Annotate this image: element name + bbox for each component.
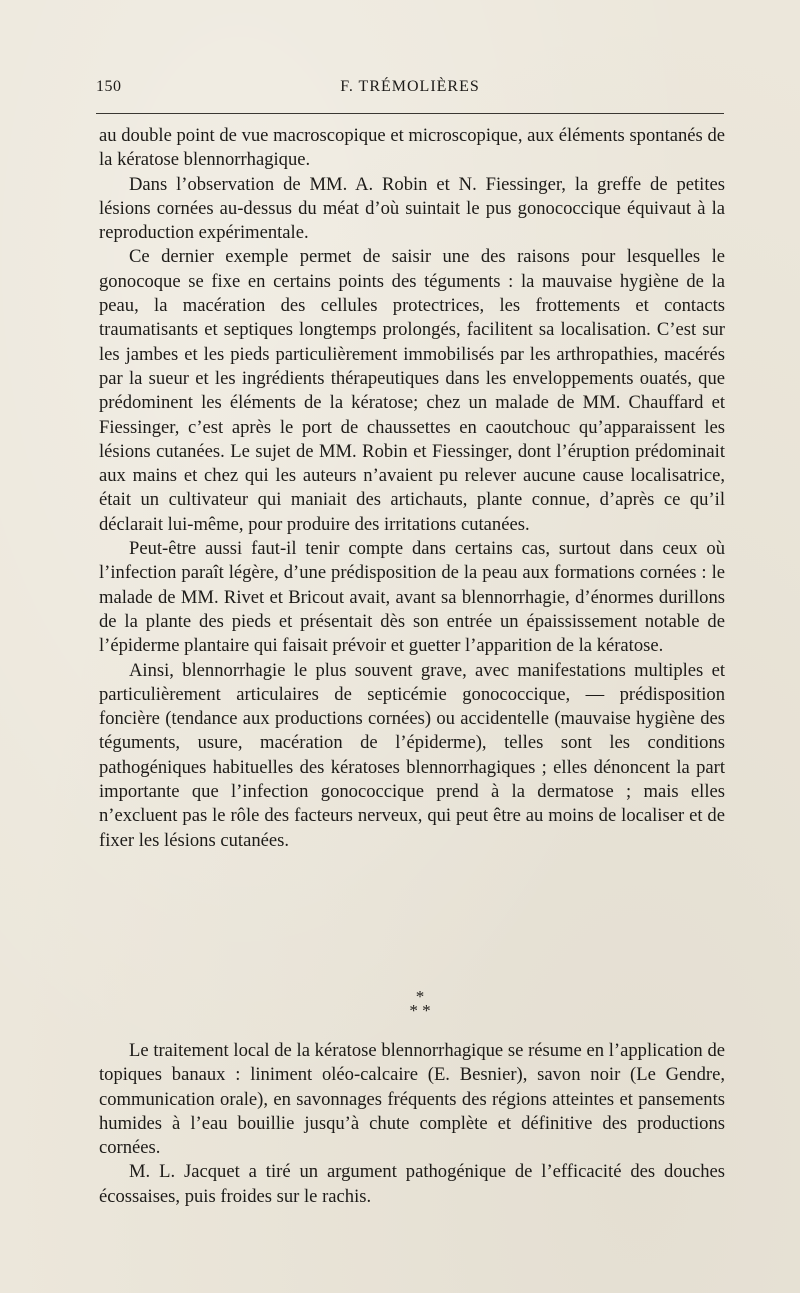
paragraph: M. L. Jacquet a tiré un argument pathogénique de l’efficacité des douches écossaises, puis froides sur le rachis. [99,1161,725,1207]
section-text-block [99,1039,725,1209]
paragraph: Ainsi, blennorrhagie le plus souvent grave, avec manifestations multiples et particulièrement articulaires de septicémie gonococcique, — prédisposition foncière (tendance aux productions cornées) ou accidentelle (mauvaise hygiène des téguments, usure, macération de l’épiderme), telles sont les conditions pathogéniques habituelles des kératoses blennorrhagiques ; elles dénoncent la part importante que l’infection gonococcique prend à la dermatose ; mais elles n’excluent pas le rôle des facteurs nerveux, qui peut être au moins de localiser et de fixer les lésions cutanées. [99,659,725,851]
paragraph-continuation: au double point de vue macroscopique et microscopique, aux éléments spontanés de la kératose blennorrhagique. [99,125,725,171]
main-text-block [99,124,725,853]
paragraph: Peut-être aussi faut-il tenir compte dans certains cas, surtout dans ceux où l’infection paraît légère, d’une prédisposition de la peau aux formations cornées : le malade de MM. Rivet et Bricout avait, avant sa blennorrhagie, d’énormes durillons de la plante des pieds et présentait dès son entrée un épaississement notable de l’épiderme plantaire qui faisait prévoir et guetter l’apparition de la kératose. [99,538,725,657]
paragraph: Le traitement local de la kératose blennorrhagique se résume en l’application de topiques banaux : liniment oléo-calcaire (E. Besnier), savon noir (Le Gendre, communication orale), en savonnages fréquents des régions atteintes et pansements humides à l’eau bouillie jusqu’à chute complète et définitive des productions cornées. [99,1040,725,1159]
header-rule [96,113,724,114]
asterism-top: * [415,987,425,1006]
paragraph: Ce dernier exemple permet de saisir une des raisons pour lesquelles le gonocoque se fixe en certains points des téguments : la mauvaise hygiène de la peau, la macération des cellules protectrices, les frottements et contacts traumatisants et septiques longtemps prolongés, facilitent sa localisation. C’est sur les jambes et les pieds particulièrement immobilisés par les arthropathies, macérés par la sueur et les ingrédients thérapeutiques dans les enveloppements ouatés, que prédominent les éléments de la kératose; chez un malade de MM. Chauffard et Fiessinger, c’est après le port de chaussettes en caoutchouc qu’apparaissent les lésions cutanées. Le sujet de MM. Robin et Fiessinger, dont l’éruption prédominait aux mains et chez qui les auteurs n’avaient pu relever aucune cause localisatrice, était un cultivateur qui maniait des artichauts, plante connue, d’après ce qu’il déclarait lui-même, pour produire des irritations cutanées. [99,246,725,535]
page-header [96,78,724,100]
asterism-bottom: * * [409,1001,431,1020]
running-title: F. TRÉMOLIÈRES [340,78,480,95]
paragraph: Dans l’observation de MM. A. Robin et N. Fiessinger, la greffe de petites lésions cornées au-dessus du méat d’où suintait le pus gonococcique équivaut à la reproduction expérimentale. [99,173,725,244]
page-number: 150 [96,78,122,95]
